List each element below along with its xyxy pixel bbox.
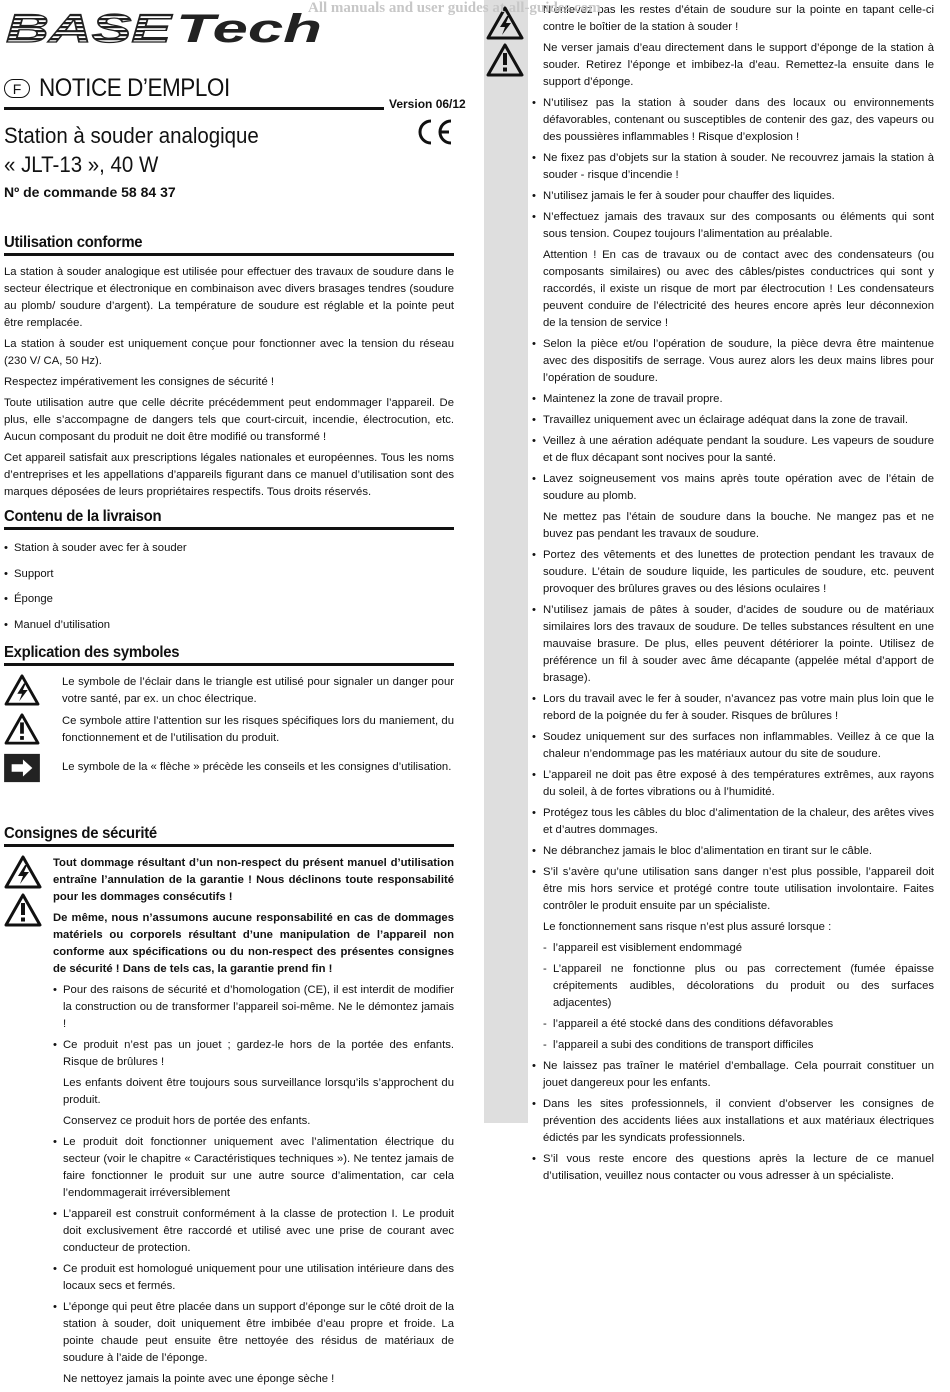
lightning-warning-icon	[4, 855, 42, 889]
order-number: Nº de commande 58 84 37	[4, 184, 176, 200]
list-item: • S’il s’avère qu’une utilisation sans danger n’est plus possible, l’appareil doit être mis hors service et protégé contre toute utilisation involontaire. Faites contrôler le produit ensuite par un spécialiste.	[532, 864, 934, 915]
dash-item: - l’appareil a été stocké dans des conditions défavorables	[532, 1016, 934, 1033]
paragraph: Cet appareil satisfait aux prescriptions légales nationales et européennes. Tous les noms d’entreprises et les appellations d’appareils figurant dans ce manuel d’utilisation sont des marques déposées de leurs propriétaires respectifs. Tous droits réservés.	[4, 452, 454, 498]
exclamation-warning-icon	[486, 43, 524, 77]
safety-body	[53, 855, 454, 1392]
list-item: • L’éponge qui peut être placée dans un support d’éponge sur le côté droit de la station à souder, doit uniquement être imbibée d’eau propre et froide. La pointe chaude peut ensuite être nettoyée des résidus de matériaux de soudure à l’aide de l’éponge.	[53, 1299, 454, 1367]
paragraph: La station à souder est uniquement conçue pour fonctionner avec la tension du réseau (230 V/ CA, 50 Hz).	[4, 338, 454, 367]
list-item: • Ne fixez pas d’objets sur la station à souder. Ne recouvrez jamais la station à souder - risque d’incendie !	[532, 150, 934, 184]
exclamation-warning-icon	[4, 893, 42, 927]
list-item: • Éponge	[4, 589, 454, 611]
list-item: • Manuel d’utilisation	[4, 615, 454, 637]
list-item: • S’il vous reste encore des questions après la lecture de ce manuel d’utilisation, veuillez nous contacter ou vous adresser à un spécialiste.	[532, 1151, 934, 1185]
paragraph: Respectez impérativement les consignes de sécurité !	[4, 376, 274, 388]
list-item: • Veillez à une aération adéquate pendant la soudure. Les vapeurs de soudure et de flux décapant sont nocives pour la santé.	[532, 433, 934, 467]
section-safety	[4, 825, 454, 1392]
list-item: • Ce produit n’est pas un jouet ; gardez-le hors de la portée des enfants. Risque de brûlures !	[53, 1037, 454, 1071]
heading-text: Utilisation conforme	[4, 234, 143, 251]
section-heading	[4, 234, 454, 256]
list-item: • L’appareil est construit conformément à la classe de protection I. Le produit doit exclusivement être raccordé et utilisé avec une prise de courant avec conducteur de protection.	[53, 1206, 454, 1257]
list-sub-paragraph: Les enfants doivent être toujours sous surveillance lorsqu’ils s’approchent du produit.	[63, 1077, 454, 1106]
list-sub-paragraph: Conservez ce produit hors de portée des enfants.	[63, 1115, 311, 1127]
list-item: • Ne laissez pas traîner le matériel d’emballage. Cela pourrait constituer un jouet dangereux pour les enfants.	[532, 1058, 934, 1092]
list-item: • Portez des vêtements et des lunettes de protection pendant les travaux de soudure. L’étain de soudure liquide, les particules de soudure, etc. peuvent provoquer des brûlures graves ou des lésions oculaires !	[532, 547, 934, 598]
list-item: • Soudez uniquement sur des surfaces non inflammables. Veillez à ce que la chaleur n’endommage pas les matériaux autour du site de soudure.	[532, 729, 934, 763]
watermark: All manuals and user guides at all-guides.com	[308, 0, 601, 16]
list-sub-paragraph: Le fonctionnement sans risque n’est plus assuré lorsque :	[543, 921, 832, 933]
list-item: • Selon la pièce et/ou l’opération de soudure, la pièce devra être maintenue avec des dispositifs de serrage. Vous aurez alors les deux mains libres pour l’opération de soudure.	[532, 336, 934, 387]
symbol-row	[4, 713, 454, 747]
list-item: • Dans les sites professionnels, il convient d’observer les consignes de prévention des accidents liées aux installations et aux matériaux électriques édictés par les syndicats professionnels.	[532, 1096, 934, 1147]
bold-paragraph: De même, nous n’assumons aucune responsabilité en cas de dommages matériels ou corporels résultant d’une manipulation de l’appareil non conforme aux spécifications ou du non-respect des présentes consignes de sécurité ! Dans de tels cas, la garantie prend fin !	[53, 912, 454, 975]
usage-paragraphs	[4, 264, 454, 501]
language-badge: F	[4, 79, 30, 98]
heading-text: Explication des symboles	[4, 644, 180, 661]
right-icons	[486, 6, 524, 80]
list-sub-paragraph: N’enlevez pas les restes d’étain de soudure sur la pointe en tapant celle-ci contre le boîtier de la station à souder !	[543, 4, 934, 33]
safety-content	[4, 855, 454, 1392]
list-item: • Pour des raisons de sécurité et d’homologation (CE), il est interdit de modifier la construction ou de transformer l’appareil soi-même. Ne le démontez jamais !	[53, 982, 454, 1033]
list-item: • Station à souder avec fer à souder	[4, 538, 454, 560]
list-item: • N’utilisez jamais de pâtes à souder, d’acides de soudure ou de matériaux similaires lors des travaux de soudure. De telles substances résultent en une mauvaise brasure. De plus, elles peuvent détériorer la pointe. Utilisez de préférence un fil à souder avec âme décapante (appelée métal d’apport de brasage).	[532, 602, 934, 687]
symbol-row	[4, 674, 454, 708]
section-usage	[4, 234, 454, 505]
list-sub-paragraph: Ne mettez pas l’étain de soudure dans la bouche. Ne mangez pas et ne buvez pas pendant les travaux de soudure.	[543, 511, 934, 540]
section-heading	[4, 644, 454, 666]
section-contents	[4, 508, 454, 640]
paragraph: Toute utilisation autre que celle décrite précédemment peut endommager l’appareil. De plus, elle s’accompagne de dangers tels que court-circuit, incendie, électrocution, etc. Aucun composant du produit ne doit être modifié ou transformé !	[4, 397, 454, 443]
bold-paragraph: Tout dommage résultant d’un non-respect du présent manuel d’utilisation entraîne l’annulation de la garantie ! Nous déclinons toute responsabilité pour les dommages consécutifs !	[53, 857, 454, 903]
list-item: • N’effectuez jamais des travaux sur des composants ou éléments qui sont sous tension. Coupez toujours l’alimentation au préalable.	[532, 209, 934, 243]
svg-text:BASE: BASE	[6, 7, 173, 48]
list-item: • L’appareil ne doit pas être exposé à des températures extrêmes, aux rayons du soleil, à de fortes vibrations ou à l’humidité.	[532, 767, 934, 801]
right-sidebar-bar	[484, 0, 528, 1123]
list-sub-paragraph: Ne verser jamais d’eau directement dans le support d’éponge de la station à souder. Retirez l’éponge et imbibez-la d’eau. Remettez-la ensuite dans le support d’éponge.	[543, 42, 934, 88]
list-item: • Le produit doit fonctionner uniquement avec l’alimentation électrique du secteur (voir le chapitre « Caractéristiques techniques »). Ne tentez jamais de faire fonctionner le produit sur une autre source d’alimentation, car cela l’endommagerait irréversiblement	[53, 1134, 454, 1202]
list-item: • Support	[4, 564, 454, 586]
lightning-warning-icon	[4, 674, 40, 706]
ce-mark-icon	[414, 117, 454, 147]
symbol-description: Le symbole de l’éclair dans le triangle est utilisé pour signaler un danger pour votre santé, par ex. un choc électrique.	[62, 676, 454, 705]
basetech-logo	[4, 6, 324, 48]
list-item: • Travaillez uniquement avec un éclairage adéquat dans la zone de travail.	[532, 412, 934, 429]
section-heading	[4, 508, 454, 530]
list-item: • Protégez tous les câbles du bloc d’alimentation de la chaleur, des arêtes vives et d’autres dommages.	[532, 805, 934, 839]
svg-text:Tech: Tech	[176, 7, 322, 48]
section-heading	[4, 825, 454, 847]
list-item: • N’utilisez jamais le fer à souder pour chauffer des liquides.	[532, 188, 934, 205]
list-sub-paragraph: Attention ! En cas de travaux ou de contact avec des condensateurs (ou composants similaires) ou avec des câbles/pistes conductrices qui sont y raccordés, il existe un risque de mort par électrocution ! Les condensateurs peuvent conduire de l’électricité des heures encore après leur déconnexion de la tension de service !	[543, 249, 934, 329]
version-label: Version 06/12	[389, 97, 466, 111]
heading-text: Contenu de la livraison	[4, 508, 162, 525]
notice-title: NOTICE D’EMPLOI	[39, 74, 230, 102]
contents-list	[4, 538, 454, 636]
symbols-list	[4, 674, 454, 784]
paragraph: La station à souder analogique est utilisée pour effectuer des travaux de soudure dans le secteur électrique et électronique en combinaison avec divers brasages tendres (soudure au plomb/ soudure d’argent). La température de soudure est réglable et la pointe peut être remplacée.	[4, 266, 454, 329]
safety-right-items	[532, 2, 934, 1189]
symbol-description: Le symbole de la « flèche » précède les conseils et les consignes d’utilisation.	[62, 761, 452, 773]
symbol-description: Ce symbole attire l’attention sur les risques spécifiques lors du maniement, du fonctionnement et de l’utilisation du produit.	[62, 715, 454, 744]
product-title-line2: « JLT-13 », 40 W	[4, 152, 159, 177]
safety-icons	[4, 855, 44, 1392]
symbol-row	[4, 752, 454, 784]
list-item: • Lors du travail avec le fer à souder, n’avancez pas votre main plus loin que le rebord de la poignée du fer à souder. Risques de brûlures !	[532, 691, 934, 725]
list-item: • Lavez soigneusement vos mains après toute opération avec de l’étain de soudure au plomb.	[532, 471, 934, 505]
arrow-tip-icon	[4, 752, 40, 784]
dash-item: - l’appareil est visiblement endommagé	[532, 940, 934, 957]
safety-bold-paragraphs	[53, 855, 454, 978]
list-item: • Ce produit est homologué uniquement pour une utilisation intérieure dans des locaux secs et fermés.	[53, 1261, 454, 1295]
notice-header	[4, 74, 384, 110]
list-item: • N’utilisez pas la station à souder dans des locaux ou environnements défavorables, contenant ou susceptibles de contenir des gaz, des vapeurs ou des poussières inflammables ! Risque d’explosion !	[532, 95, 934, 146]
dash-item: - l’appareil a subi des conditions de transport difficiles	[532, 1037, 934, 1054]
product-title	[4, 121, 357, 179]
safety-left-items	[53, 982, 454, 1388]
product-title-line1: Station à souder analogique	[4, 123, 259, 148]
exclamation-warning-icon	[4, 713, 40, 745]
list-sub-paragraph: Ne nettoyez jamais la pointe avec une éponge sèche !	[63, 1373, 335, 1385]
dash-item: - L’appareil ne fonctionne plus ou pas correctement (fumée épaisse crépitements audibles, décolorations du produit ou des surfaces adjacentes)	[532, 961, 934, 1012]
list-item: • Ne débranchez jamais le bloc d’alimentation en tirant sur le câble.	[532, 843, 934, 860]
list-item: • Maintenez la zone de travail propre.	[532, 391, 934, 408]
heading-text: Consignes de sécurité	[4, 825, 157, 842]
section-symbols	[4, 644, 454, 789]
